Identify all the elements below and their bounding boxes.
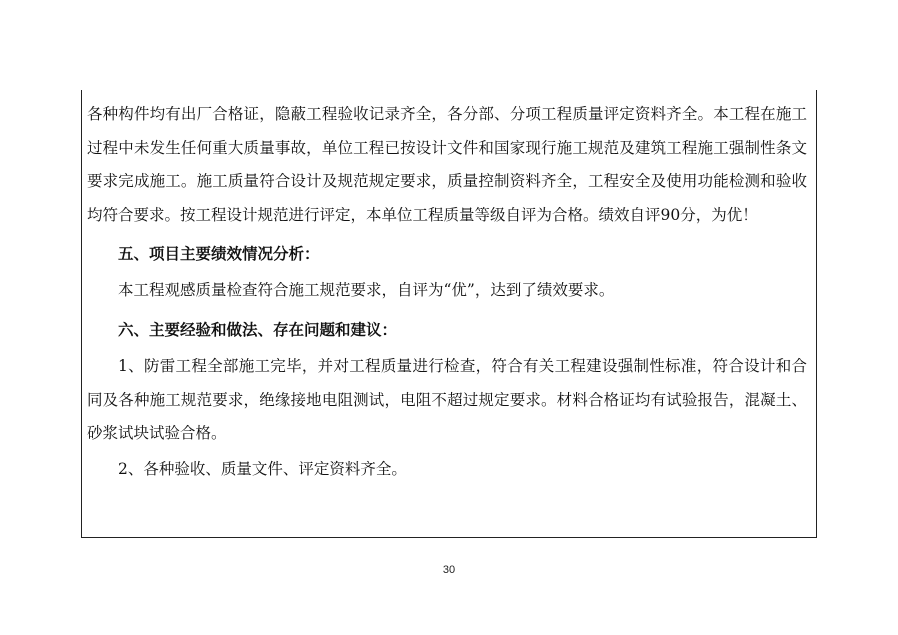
section-6-item-2: 2、各种验收、质量文件、评定资料齐全。 (118, 459, 407, 478)
content-table-frame (81, 90, 817, 538)
section-6-heading: 六、主要经验和做法、存在问题和建议： (118, 319, 398, 339)
paragraph-continuation: 各种构件均有出厂合格证，隐蔽工程验收记录齐全，各分部、分项工程质量评定资料齐全。本工程在施工过程中未发生任何重大质量事故，单位工程已按设计文件和国家现行施工规范及建筑工程施工强制性条文要求完成施工。施工质量符合设计及规范规定要求，质量控制资料齐全，工程安全及使用功能检测和验收均符合要求。按工程设计规范进行评定，本单位工程质量等级自评为合格。绩效自评90分，为优！ (87, 105, 807, 224)
section-6-item-1: 1、防雷工程全部施工完毕，并对工程质量进行检查，符合有关工程建设强制性标准，符合设计和合同及各种施工规范要求，绝缘接地电阻测试，电阻不超过规定要求。材料合格证均有试验报告，混凝土、砂浆试块试验合格。 (87, 356, 807, 443)
section-5-heading: 五、项目主要绩效情况分析： (118, 244, 320, 264)
document-body (87, 98, 807, 486)
page-number: 30 (442, 564, 456, 576)
section-5-body: 本工程观感质量检查符合施工规范要求，自评为“优”，达到了绩效要求。 (118, 281, 615, 300)
